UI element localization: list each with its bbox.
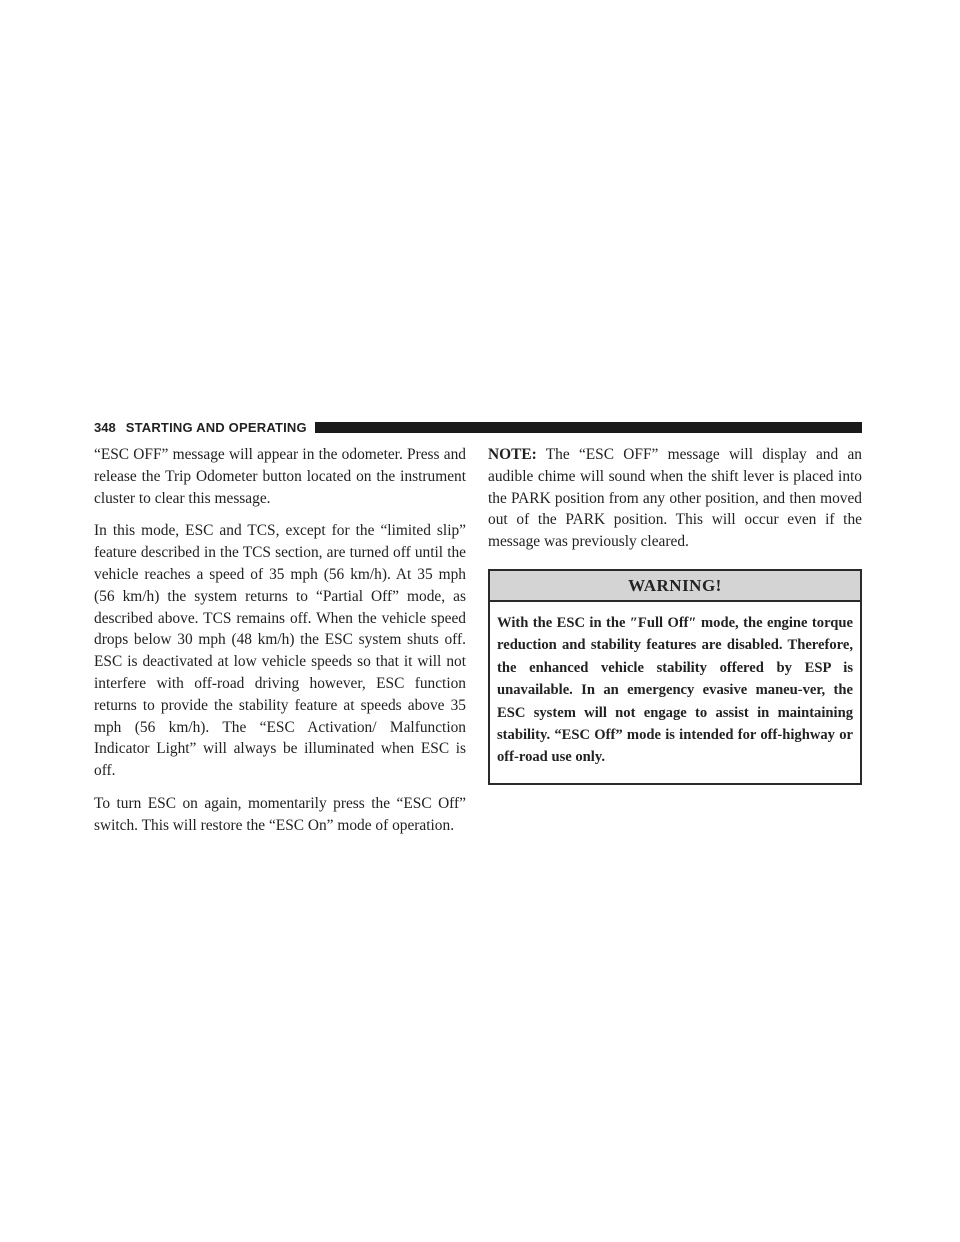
header-rule — [315, 422, 862, 433]
paragraph: “ESC OFF” message will appear in the odometer. Press and release the Trip Odometer button located on the instrument cluster to clear this message. — [94, 446, 466, 507]
right-column — [488, 444, 862, 785]
warning-text: With the ESC in the ″Full Off″ mode, the engine torque reduction and stability features are disabled. Therefore, the enhanced vehicle stability offered by ESP is unavailable. In an emergency evasive maneu-ver, the ESC system will not engage to assist in maintaining stability. “ESC Off” mode is intended for off-highway or off-road use only. — [497, 614, 853, 766]
paragraph: To turn ESC on again, momentarily press the “ESC Off” switch. This will restore the “ESC On” mode of operation. — [94, 794, 466, 834]
page-number: 348 — [94, 419, 116, 435]
note-paragraph — [488, 444, 862, 553]
left-column — [94, 444, 466, 848]
paragraph: In this mode, ESC and TCS, except for the “limited slip” feature described in the TCS section, are turned off until the vehicle reaches a speed of 35 mph (56 km/h). At 35 mph (56 km/h) the system returns to “Partial Off” mode, as described above. TCS remains off. When the vehicle speed drops below 30 mph (48 km/h) the ESC system shuts off. ESC is deactivated at low vehicle speeds so that it will not interfere with off-road driving however, ESC function returns to provide the stability feature at speeds above 35 mph (56 km/h). The “ESC Activation/ Malfunction Indicator Light” will always be illuminated when ESC is off. — [94, 522, 466, 780]
warning-title: WARNING! — [490, 571, 860, 602]
page-header — [94, 418, 862, 436]
warning-box — [488, 569, 862, 785]
section-title: STARTING AND OPERATING — [125, 419, 307, 435]
note-text: The “ESC OFF” message will display and an audible chime will sound when the shift lever is placed into the PARK position from any other position, and then moved out of the PARK position. This will occur even if the message was previously cleared. — [488, 446, 862, 551]
note-label: NOTE: — [488, 446, 537, 463]
